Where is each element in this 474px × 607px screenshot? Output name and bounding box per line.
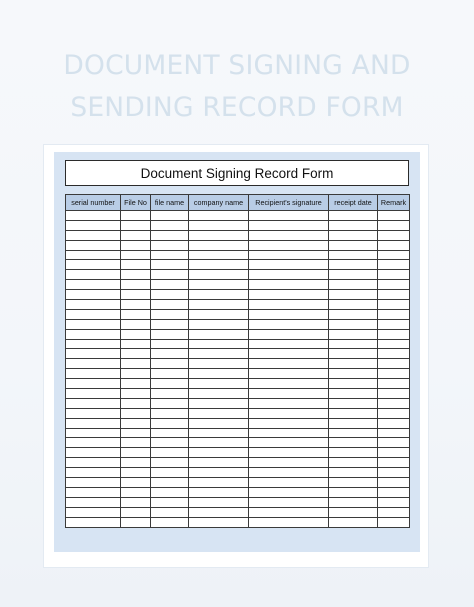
table-row [66,458,410,468]
table-cell [121,478,151,488]
table-cell [151,438,189,448]
table-row [66,260,410,270]
table-cell [249,458,329,468]
table-cell [66,349,121,359]
table-cell [378,270,410,280]
table-cell [249,240,329,250]
table-cell [378,211,410,221]
table-cell [378,428,410,438]
table-cell [121,250,151,260]
table-body [66,211,410,528]
table-cell [121,309,151,319]
table-cell [189,339,249,349]
table-cell [329,379,378,389]
table-cell [189,211,249,221]
table-cell [189,379,249,389]
table-cell [121,319,151,329]
table-cell [329,319,378,329]
table-cell [121,487,151,497]
table-cell [66,478,121,488]
table-cell [66,369,121,379]
table-cell [189,359,249,369]
table-cell [249,319,329,329]
table-cell [151,418,189,428]
table-cell [378,379,410,389]
table-cell [189,408,249,418]
table-cell [121,339,151,349]
table-cell [249,309,329,319]
table-row [66,408,410,418]
table-cell [66,418,121,428]
table-row [66,487,410,497]
table-cell [329,260,378,270]
table-cell [66,379,121,389]
table-cell [249,359,329,369]
table-row [66,398,410,408]
table-cell [378,478,410,488]
table-cell [121,379,151,389]
table-cell [189,300,249,310]
table-cell [249,230,329,240]
table-cell [378,389,410,399]
table-cell [329,478,378,488]
table-cell [329,250,378,260]
table-cell [151,220,189,230]
table-row [66,280,410,290]
table-cell [189,487,249,497]
table-cell [189,418,249,428]
table-cell [249,260,329,270]
table-cell [249,389,329,399]
column-header-recipient-signature: Recipient's signature [249,195,329,211]
table-cell [329,280,378,290]
table-cell [151,211,189,221]
table-row [66,468,410,478]
table-cell [378,230,410,240]
table-cell [151,448,189,458]
table-cell [378,339,410,349]
table-cell [378,240,410,250]
table-cell [66,408,121,418]
table-cell [329,448,378,458]
table-cell [249,507,329,517]
table-cell [189,468,249,478]
table-cell [66,468,121,478]
table-cell [329,230,378,240]
table-cell [121,418,151,428]
table-cell [329,408,378,418]
table-row [66,300,410,310]
table-cell [121,220,151,230]
table-cell [189,220,249,230]
table-row [66,418,410,428]
table-cell [151,240,189,250]
table-cell [151,497,189,507]
table-cell [189,428,249,438]
table-cell [121,280,151,290]
table-cell [189,240,249,250]
table-cell [329,211,378,221]
table-cell [378,418,410,428]
table-cell [329,517,378,527]
table-cell [121,211,151,221]
table-row [66,211,410,221]
table-cell [378,260,410,270]
table-row [66,438,410,448]
table-cell [378,517,410,527]
table-cell [66,339,121,349]
table-cell [151,359,189,369]
table-cell [378,497,410,507]
table-cell [189,250,249,260]
table-cell [249,379,329,389]
column-header-file-name: file name [151,195,189,211]
table-cell [121,349,151,359]
table-cell [189,497,249,507]
table-cell [249,468,329,478]
table-cell [189,270,249,280]
table-cell [329,309,378,319]
table-cell [66,220,121,230]
table-cell [151,428,189,438]
table-cell [66,398,121,408]
table-cell [121,458,151,468]
table-cell [378,329,410,339]
table-cell [121,517,151,527]
table-cell [66,438,121,448]
table-cell [151,458,189,468]
table-cell [121,240,151,250]
table-row [66,359,410,369]
table-row [66,240,410,250]
table-cell [329,398,378,408]
table-cell [121,438,151,448]
table-cell [249,329,329,339]
table-cell [66,240,121,250]
table-cell [329,428,378,438]
table-row [66,230,410,240]
table-cell [66,309,121,319]
table-cell [66,270,121,280]
table-row [66,339,410,349]
table-cell [249,220,329,230]
table-cell [66,359,121,369]
table-cell [249,487,329,497]
table-cell [151,398,189,408]
table-cell [66,448,121,458]
table-cell [189,448,249,458]
table-cell [249,478,329,488]
table-cell [66,230,121,240]
table-cell [189,260,249,270]
table-cell [378,507,410,517]
table-cell [189,438,249,448]
table-cell [378,220,410,230]
table-cell [189,398,249,408]
table-cell [378,280,410,290]
table-cell [249,497,329,507]
table-cell [378,438,410,448]
table-cell [151,290,189,300]
table-row [66,507,410,517]
table-cell [189,329,249,339]
table-cell [378,398,410,408]
table-row [66,250,410,260]
table-cell [378,487,410,497]
table-cell [249,448,329,458]
table-cell [189,319,249,329]
table-row [66,309,410,319]
table-cell [151,478,189,488]
page-banner-title: DOCUMENT SIGNING AND SENDING RECORD FORM [63,50,411,123]
table-cell [66,211,121,221]
table-cell [378,408,410,418]
table-row [66,369,410,379]
table-cell [329,339,378,349]
table-row [66,428,410,438]
table-cell [151,260,189,270]
table-cell [249,290,329,300]
table-row [66,497,410,507]
table-cell [378,369,410,379]
table-cell [329,438,378,448]
table-cell [151,349,189,359]
table-cell [329,359,378,369]
table-cell [378,250,410,260]
table-cell [378,300,410,310]
table-cell [189,458,249,468]
table-cell [329,497,378,507]
table-cell [151,339,189,349]
table-cell [329,349,378,359]
table-cell [189,389,249,399]
column-header-file-no: File No [121,195,151,211]
table-cell [249,211,329,221]
table-cell [151,319,189,329]
table-cell [378,319,410,329]
table-cell [151,408,189,418]
table-cell [66,428,121,438]
table-cell [121,290,151,300]
table-cell [66,260,121,270]
table-cell [249,270,329,280]
table-cell [151,369,189,379]
table-cell [249,339,329,349]
table-row [66,517,410,527]
table-cell [189,349,249,359]
table-cell [121,428,151,438]
table-cell [121,398,151,408]
table-cell [189,507,249,517]
table-cell [189,230,249,240]
table-cell [151,230,189,240]
table-cell [66,458,121,468]
table-cell [329,300,378,310]
table-cell [151,517,189,527]
table-cell [329,389,378,399]
table-cell [151,389,189,399]
table-row [66,270,410,280]
table-cell [189,290,249,300]
table-cell [249,349,329,359]
table-cell [121,448,151,458]
table-cell [249,280,329,290]
table-row [66,379,410,389]
table-cell [189,280,249,290]
table-cell [121,230,151,240]
table-cell [66,280,121,290]
column-header-serial-number: serial number [66,195,121,211]
table-cell [151,250,189,260]
table-row [66,389,410,399]
table-cell [378,349,410,359]
table-cell [151,487,189,497]
column-header-remark: Remark [378,195,410,211]
table-cell [121,369,151,379]
table-row [66,319,410,329]
table-cell [151,468,189,478]
table-cell [249,369,329,379]
table-cell [151,379,189,389]
table-cell [121,408,151,418]
table-cell [329,290,378,300]
table-cell [66,250,121,260]
table-cell [66,290,121,300]
table-cell [151,329,189,339]
table-cell [378,309,410,319]
table-row [66,478,410,488]
table-cell [249,428,329,438]
table-cell [329,220,378,230]
table-cell [329,458,378,468]
table-cell [189,517,249,527]
table-cell [329,487,378,497]
table-cell [378,290,410,300]
table-cell [378,359,410,369]
table-cell [189,369,249,379]
table-cell [66,389,121,399]
table-cell [378,468,410,478]
table-row [66,329,410,339]
table-cell [66,497,121,507]
table-cell [66,329,121,339]
table-cell [121,270,151,280]
table-cell [189,309,249,319]
table-cell [329,240,378,250]
table-cell [121,507,151,517]
table-cell [378,448,410,458]
table-cell [66,300,121,310]
form-title: Document Signing Record Form [65,160,409,186]
table-cell [249,408,329,418]
table-cell [151,280,189,290]
table-cell [66,319,121,329]
table-cell [151,300,189,310]
table-row [66,448,410,458]
table-cell [249,438,329,448]
table-cell [329,507,378,517]
table-cell [121,329,151,339]
table-header-row [66,195,410,211]
column-header-receipt-date: receipt date [329,195,378,211]
table-cell [121,260,151,270]
table-cell [329,329,378,339]
table-cell [121,359,151,369]
table-cell [66,507,121,517]
table-cell [121,468,151,478]
table-cell [66,487,121,497]
table-cell [121,389,151,399]
record-table [65,194,410,528]
table-cell [189,478,249,488]
table-cell [249,517,329,527]
table-cell [121,497,151,507]
table-row [66,220,410,230]
table-cell [249,250,329,260]
table-cell [121,300,151,310]
table-cell [329,418,378,428]
table-cell [329,468,378,478]
table-cell [151,507,189,517]
table-row [66,290,410,300]
table-row [66,349,410,359]
table-cell [151,309,189,319]
table-cell [249,418,329,428]
table-cell [151,270,189,280]
table-cell [329,369,378,379]
table-cell [249,398,329,408]
table-cell [66,517,121,527]
column-header-company-name: company name [189,195,249,211]
table-cell [329,270,378,280]
table-cell [378,458,410,468]
table-cell [249,300,329,310]
